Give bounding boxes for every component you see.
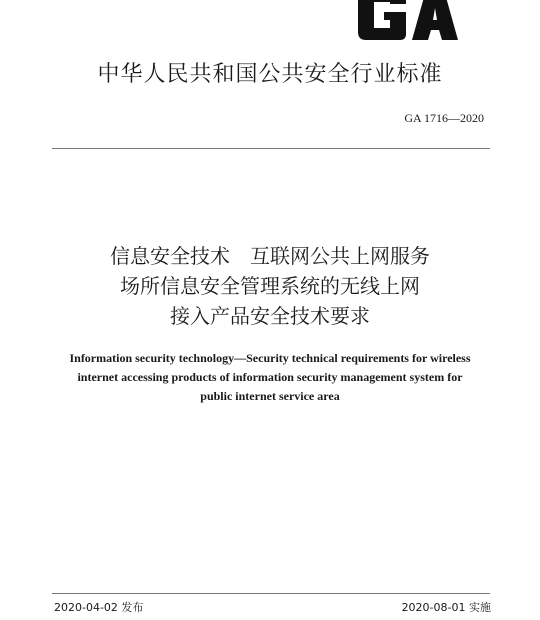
implementation-date: 2020-08-01 实施	[401, 601, 491, 614]
english-title	[40, 349, 500, 406]
chinese-title-line-1: 信息安全技术 互联网公共上网服务	[110, 244, 430, 268]
chinese-title-line-3: 接入产品安全技术要求	[170, 304, 370, 328]
chinese-title	[0, 241, 540, 331]
english-title-line-1: Information security technology—Security technical requirements for wireless	[69, 351, 471, 365]
english-title-line-2: internet accessing products of information security management system for	[77, 370, 463, 384]
chinese-title-line-2: 场所信息安全管理系统的无线上网	[120, 274, 420, 298]
ga-logo-mark	[356, 0, 460, 42]
issue-date: 2020-04-02 发布	[54, 601, 144, 614]
standard-number: GA 1716—2020	[404, 111, 484, 125]
footer-divider	[52, 593, 490, 594]
standard-category: 中华人民共和国公共安全行业标准	[97, 62, 443, 87]
ga-logo	[356, 0, 460, 42]
english-title-line-3: public internet service area	[200, 389, 340, 403]
header-divider	[52, 148, 490, 149]
